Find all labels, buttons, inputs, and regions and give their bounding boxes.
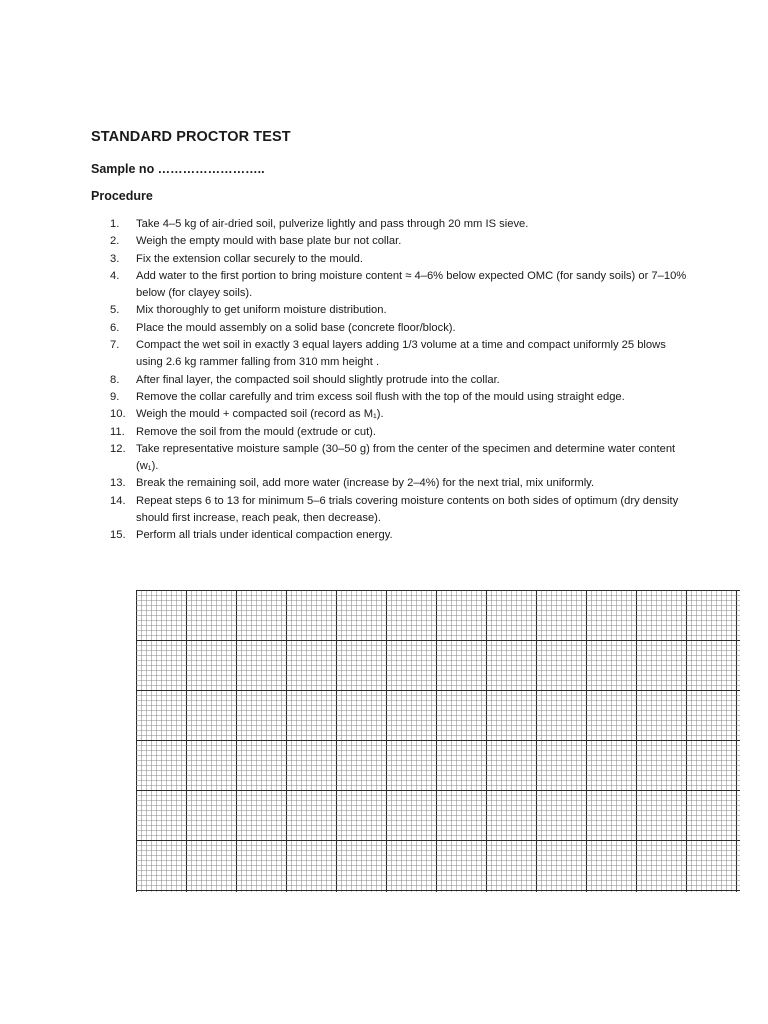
procedure-step (110, 475, 690, 492)
step-text: Take 4–5 kg of air-dried soil, pulverize lightly and pass through 20 mm IS sieve. (136, 218, 529, 230)
step-number: 5. (110, 304, 120, 317)
graph-paper (136, 590, 740, 892)
procedure-step (110, 216, 690, 233)
procedure-step (110, 372, 690, 389)
step-number: 4. (110, 269, 120, 282)
step-text: Take representative moisture sample (30–50 g) from the center of the specimen and determine water content (w₁). (136, 442, 676, 473)
procedure-heading: Procedure (91, 189, 153, 203)
graph-paper-grid (136, 590, 740, 892)
step-number: 10. (110, 408, 126, 421)
step-text: Perform all trials under identical compaction energy. (136, 529, 393, 542)
procedure-step (110, 268, 690, 303)
procedure-step (110, 424, 690, 441)
procedure-steps-list (110, 216, 690, 545)
step-number: 3. (110, 252, 120, 265)
procedure-step (110, 441, 690, 476)
step-text: Fix the extension collar securely to the mould. (136, 252, 363, 265)
procedure-step (110, 337, 690, 372)
procedure-step (110, 302, 690, 319)
step-number: 7. (110, 339, 120, 352)
step-number: 6. (110, 321, 120, 334)
step-number: 12. (110, 442, 126, 455)
step-text: Place the mould assembly on a solid base (concrete floor/block). (136, 321, 456, 334)
step-text: Remove the soil from the mould (extrude or cut). (136, 425, 377, 438)
step-number: 8. (110, 373, 120, 386)
step-number: 15. (110, 529, 126, 542)
step-text: Remove the collar carefully and trim excess soil flush with the top of the mould using straight edge. (136, 390, 625, 403)
procedure-step (110, 389, 690, 406)
step-text: Repeat steps 6 to 13 for minimum 5–6 trials covering moisture contents on both sides of optimum (dry density should first increase, reach peak, then decrease). (136, 494, 679, 525)
step-text: Mix thoroughly to get uniform moisture distribution. (136, 304, 387, 317)
step-text: Weigh the empty mould with base plate bur not collar. (136, 235, 402, 248)
step-text: Compact the wet soil in exactly 3 equal layers adding 1/3 volume at a time and compact uniformly 25 blows using 2.6 kg rammer falling from 310 mm height . (136, 339, 666, 369)
step-number: 11. (110, 425, 125, 438)
step-text: Add water to the first portion to bring moisture content ≈ 4–6% below expected OMC (for sandy soils) or 7–10% below (for clayey soils). (136, 269, 687, 300)
procedure-step (110, 320, 690, 337)
sample-number-line: Sample no …………………….. (91, 162, 265, 176)
procedure-step (110, 233, 690, 250)
step-number: 14. (110, 494, 126, 507)
procedure-step (110, 527, 690, 544)
page-title: STANDARD PROCTOR TEST (91, 129, 291, 145)
step-number: 1. (110, 218, 120, 230)
procedure-step (110, 493, 690, 528)
procedure-step (110, 406, 690, 423)
step-number: 2. (110, 235, 120, 248)
step-number: 9. (110, 390, 120, 403)
step-number: 13. (110, 477, 126, 490)
procedure-step (110, 251, 690, 268)
step-text: After final layer, the compacted soil should slightly protrude into the collar. (136, 373, 500, 386)
step-text: Break the remaining soil, add more water (increase by 2–4%) for the next trial, mix uniformly. (136, 477, 595, 490)
step-text: Weigh the mould + compacted soil (record as M₁). (136, 408, 384, 421)
